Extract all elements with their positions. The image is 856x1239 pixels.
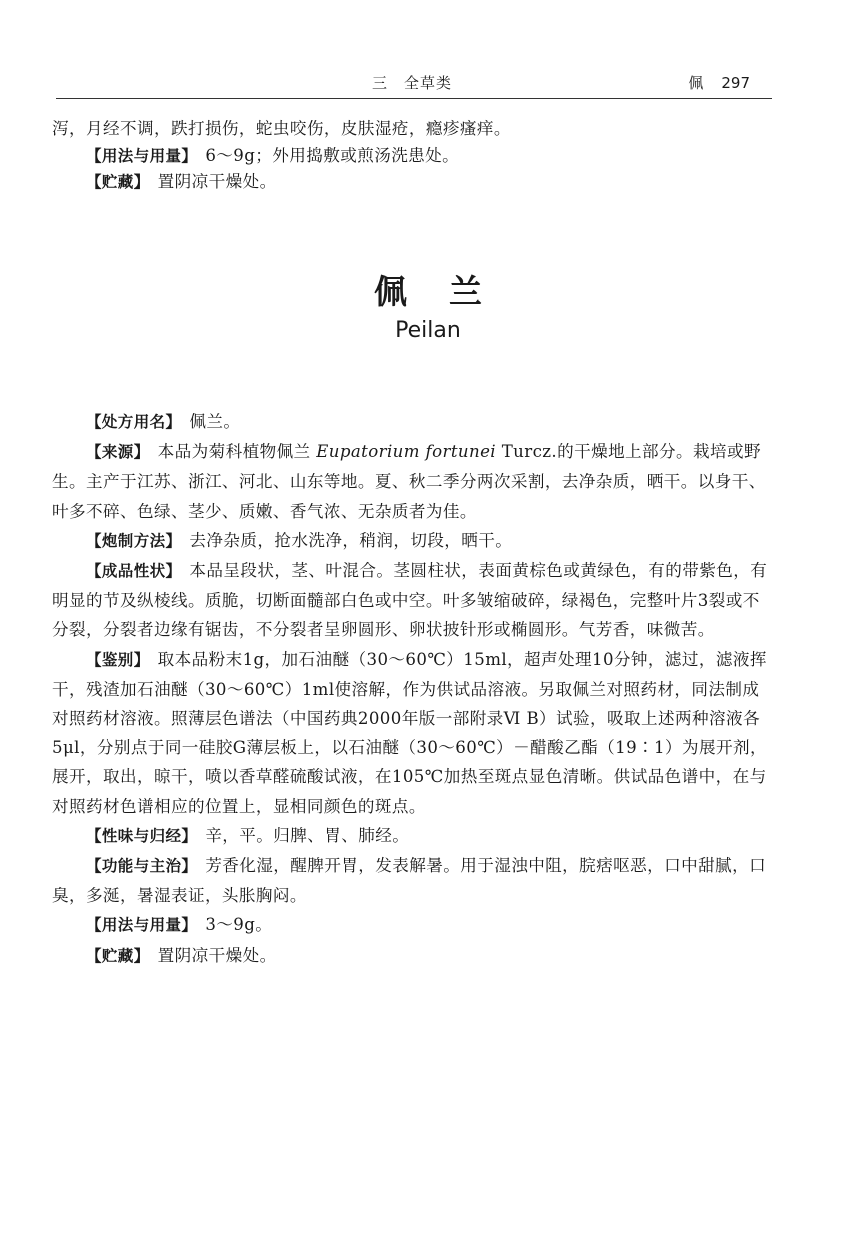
function-text: 芳香化湿，醒脾开胃，发表解暑。用于湿浊中阻，脘痞呕恶，口中甜腻，口臭，多涎，暑湿表证，头胀胸闷。 — [52, 856, 767, 906]
usage-label: 【用法与用量】 — [86, 146, 198, 165]
continued-line: 泻，月经不调，跌打损伤，蛇虫咬伤，皮肤湿疮，瘾疹瘙痒。 — [52, 119, 511, 138]
page-number: 297 — [721, 74, 750, 92]
processing-paragraph — [52, 526, 776, 556]
source-latin-name: Eupatorium fortunei — [316, 442, 496, 462]
function-label: 【功能与主治】 — [86, 857, 198, 876]
prescription-label: 【处方用名】 — [86, 413, 182, 431]
processing-label: 【炮制方法】 — [86, 531, 182, 550]
page-char: 佩 — [688, 74, 704, 92]
source-paragraph — [52, 437, 776, 526]
identification-text: 取本品粉末1g，加石油醚（30～60℃）15ml，超声处理10分钟，滤过，滤液挥干，残渣加石油醚（30～60℃）1ml使溶解，作为供试品溶液。另取佩兰对照药材，同法制成对照药材溶液。照薄层色谱法（中国药典2000年版一部附录Ⅵ B）试验，吸取上述两种溶液各5μl，分别点于同一硅胶G薄层板上，以石油醚（30～60℃）－醋酸乙酯（19∶1）为展开剂，展开，取出，晾干，喷以香草醛硫酸试液，在105℃加热至斑点显色清晰。供试品色谱中，在与对照药材色谱相应的位置上，显相同颜色的斑点。 — [52, 649, 767, 816]
source-text-post: Turcz.的干燥地上部分。栽培或野生。主产于江苏、浙江、河北、山东等地。夏、秋二季分两次采割，去净杂质，晒干。以身干、叶多不碎、色绿、茎少、质嫩、香气浓、无杂质者为佳。 — [52, 442, 766, 521]
identification-paragraph — [52, 645, 776, 821]
previous-entry-tail — [52, 116, 776, 196]
page-info — [688, 72, 750, 93]
usage-text: 6～9g；外用捣敷或煎汤洗患处。 — [205, 145, 460, 165]
section-title: 三 全草类 — [372, 74, 453, 92]
nature-label: 【性味与归经】 — [86, 826, 198, 845]
product-paragraph — [52, 556, 776, 645]
storage-paragraph — [52, 941, 776, 971]
storage-paragraph-prev — [52, 169, 776, 196]
nature-text: 辛，平。归脾、胃、肺经。 — [205, 825, 410, 845]
prescription-text: 佩兰。 — [189, 412, 241, 431]
source-text-pre: 本品为菊科植物佩兰 — [157, 442, 311, 462]
usage-text: 3～9g。 — [205, 915, 273, 935]
usage-label: 【用法与用量】 — [86, 916, 198, 935]
prescription-paragraph — [52, 407, 776, 437]
entry-title: 佩兰 — [374, 272, 524, 311]
product-text: 本品呈段状，茎、叶混合。茎圆柱状，表面黄棕色或黄绿色，有的带紫色，有明显的节及纵棱线。质脆，切断面髓部白色或中空。叶多皱缩破碎，绿褐色，完整叶片3裂或不分裂，分裂者边缘有锯齿，不分裂者呈卵圆形、卵状披针形或椭圆形。气芳香，味微苦。 — [52, 561, 768, 640]
source-label: 【来源】 — [86, 443, 150, 462]
identification-label: 【鉴别】 — [86, 650, 150, 669]
function-paragraph — [52, 851, 776, 910]
storage-text: 置阴凉干燥处。 — [157, 945, 277, 965]
product-label: 【成品性状】 — [86, 562, 182, 581]
page-header — [56, 64, 772, 99]
usage-paragraph-prev — [52, 143, 776, 170]
storage-text: 置阴凉干燥处。 — [157, 172, 277, 192]
processing-text: 去净杂质，抢水洗净，稍润，切段，晒干。 — [189, 530, 513, 550]
nature-paragraph — [52, 821, 776, 851]
entry-pinyin: Peilan — [395, 318, 461, 343]
storage-label: 【贮藏】 — [86, 946, 150, 965]
storage-label: 【贮藏】 — [86, 173, 150, 192]
usage-paragraph — [52, 910, 776, 940]
entry-body — [52, 407, 776, 971]
